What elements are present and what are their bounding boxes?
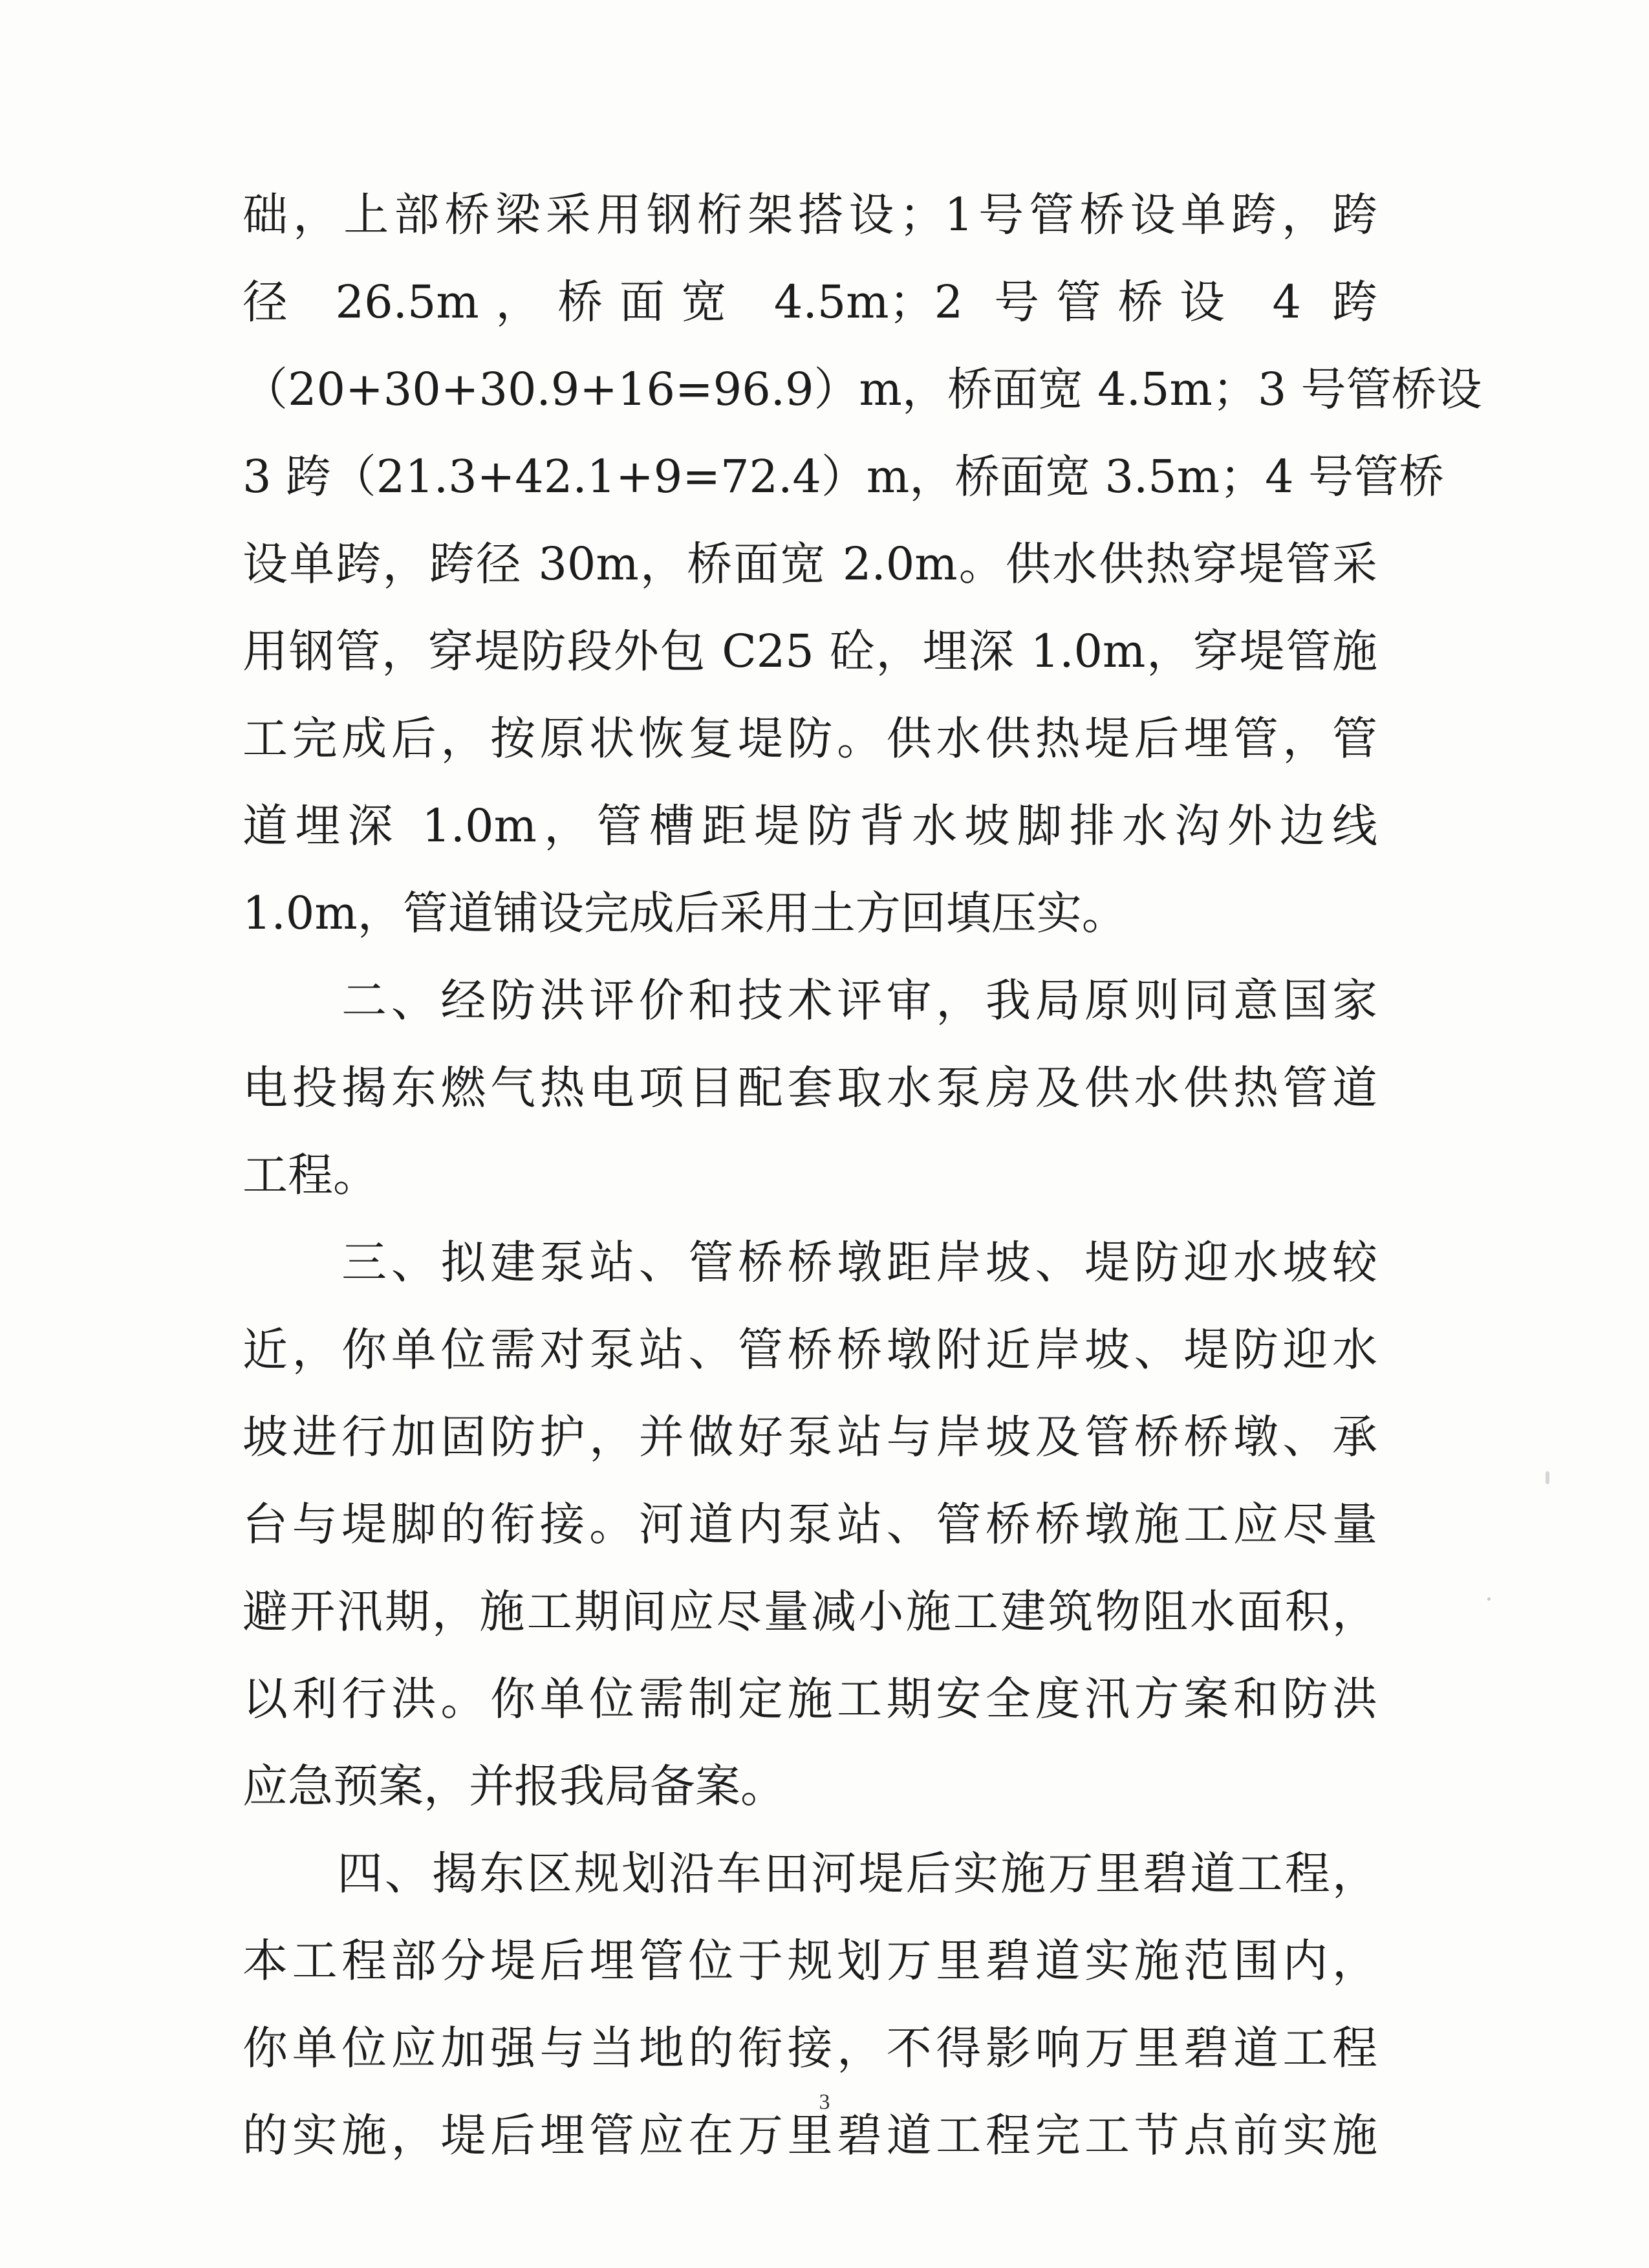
text-line: 你单位应加强与当地的衔接，不得影响万里碧道工程 — [242, 2022, 1377, 2075]
text-line: 坡进行加固防护，并做好泵站与岸坡及管桥桥墩、承 — [242, 1410, 1377, 1463]
text-line: 三、拟建泵站、管桥桥墩距岸坡、堤防迎水坡较 — [242, 1236, 1377, 1289]
text-line: 工完成后，按原状恢复堤防。供水供热堤后埋管，管 — [242, 712, 1377, 765]
text-line: 以利行洪。你单位需制定施工期安全度汛方案和防洪 — [242, 1672, 1377, 1725]
text-line: 径 26.5m，桥面宽 4.5m；2 号管桥设 4 跨 — [242, 275, 1377, 329]
text-line: 二、经防洪评价和技术评审，我局原则同意国家 — [242, 974, 1377, 1027]
text-line: 应急预案，并报我局备案。 — [242, 1760, 786, 1813]
page-number: 3 — [819, 2090, 830, 2114]
text-line: 道埋深 1.0m，管槽距堤防背水坡脚排水沟外边线 — [242, 799, 1377, 852]
text-line: 用钢管，穿堤防段外包 C25 砼，埋深 1.0m，穿堤管施 — [242, 625, 1377, 678]
text-line: 本工程部分堤后埋管位于规划万里碧道实施范围内， — [242, 1934, 1377, 1987]
text-line: 四、揭东区规划沿车田河堤后实施万里碧道工程， — [242, 1847, 1377, 1900]
text-line: （20+30+30.9+16=96.9）m，桥面宽 4.5m；3 号管桥设 — [242, 363, 1482, 416]
text-line: 电投揭东燃气热电项目配套取水泵房及供水供热管道 — [242, 1061, 1377, 1114]
text-line: 础，上部桥梁采用钢桁架搭设；1号管桥设单跨，跨 — [242, 188, 1377, 241]
document-body — [242, 171, 1482, 2179]
text-line: 1.0m，管道铺设完成后采用土方回填压实。 — [242, 887, 1127, 940]
scan-speck — [1546, 1471, 1549, 1484]
text-line: 台与堤脚的衔接。河道内泵站、管桥桥墩施工应尽量 — [242, 1498, 1377, 1551]
text-line: 近，你单位需对泵站、管桥桥墩附近岸坡、堤防迎水 — [242, 1323, 1377, 1376]
text-line: 避开汛期，施工期间应尽量减小施工建筑物阻水面积， — [242, 1585, 1377, 1638]
text-line: 的实施，堤后埋管应在万里碧道工程完工节点前实施 — [242, 2109, 1377, 2162]
text-line: 设单跨，跨径 30m，桥面宽 2.0m。供水供热穿堤管采 — [242, 537, 1377, 590]
scan-speck — [1487, 1597, 1491, 1601]
text-line: 工程。 — [242, 1149, 378, 1202]
text-line: 3 跨（21.3+42.1+9=72.4）m，桥面宽 3.5m；4 号管桥 — [242, 450, 1444, 503]
